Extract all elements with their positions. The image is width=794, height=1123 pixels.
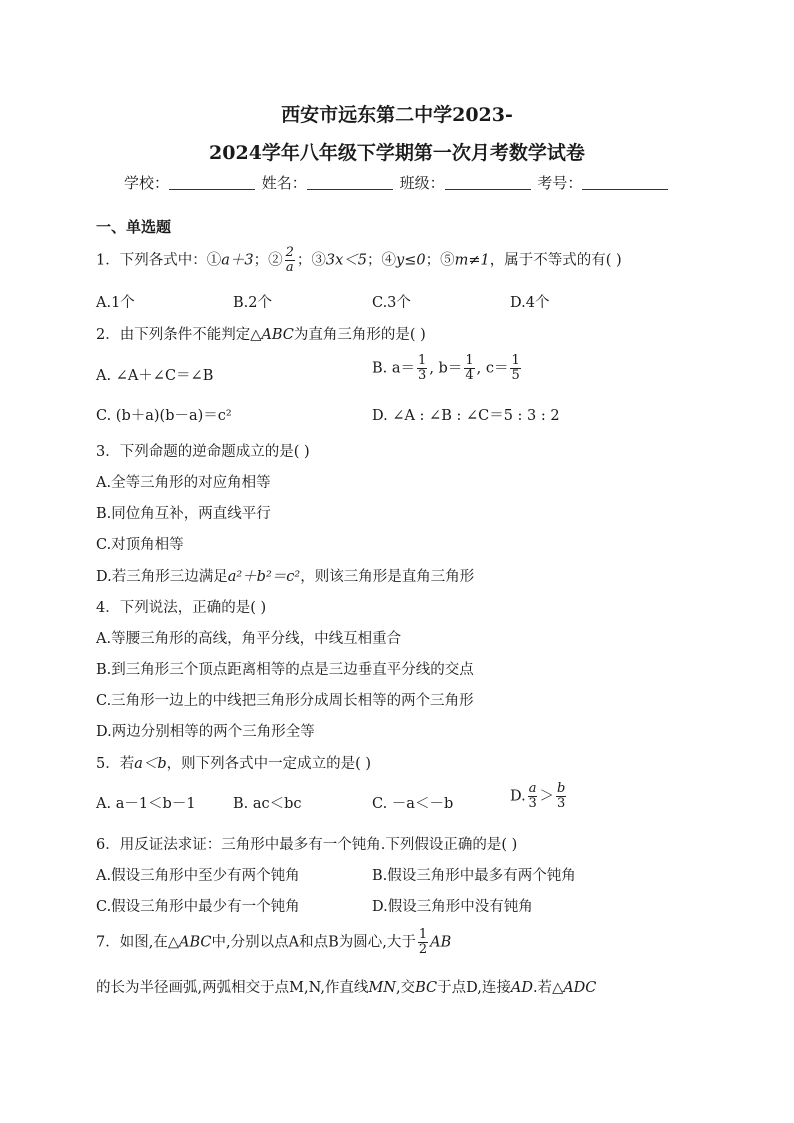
q6-stem: 6．用反证法求证：三角形中最多有一个钝角.下列假设正确的是( ) <box>96 837 518 853</box>
name-label: 姓名： <box>261 174 307 192</box>
q4-stem: 4．下列说法，正确的是( ) <box>96 600 267 616</box>
q5-option-b[interactable]: B. ac＜bc <box>233 796 302 812</box>
q1-option-b[interactable]: B.2个 <box>233 295 272 311</box>
q5-option-d[interactable]: D. $\frac{a}{3}$ ＞ $\frac{b}{3}$ <box>510 781 566 811</box>
q2-option-c[interactable]: C. (b＋a)(b－a)＝c² <box>96 408 232 424</box>
q3-stem: 3．下列命题的逆命题成立的是( ) <box>96 444 310 460</box>
q4-option-a[interactable]: A.等腰三角形的高线，角平分线，中线互相重合 <box>96 631 402 647</box>
q1-stem: 1．下列各式中：①a＋3；② $\frac{2}{a}$ ；③3x＜5；④y≤0；⑤m≠1，属于不等式的有( ) <box>96 245 622 275</box>
q6-option-c[interactable]: C.假设三角形中最少有一个钝角 <box>96 899 300 915</box>
q6-option-a[interactable]: A.假设三角形中至少有两个钝角 <box>96 868 300 884</box>
q7-line-1: 7．如图,在△ABC中,分别以点A和点B为圆心,大于 $\frac{1}{2}$ AB <box>96 927 452 957</box>
q3-option-c[interactable]: C.对顶角相等 <box>96 537 184 553</box>
class-blank[interactable] <box>445 175 531 190</box>
q1-fraction: $\frac{2}{a}$ <box>285 245 294 275</box>
student-info-row <box>124 172 670 193</box>
q2-option-b[interactable]: B. a＝ $\frac{1}{3}$ , b＝ $\frac{1}{4}$ , c＝ $\frac{1}{5}$ <box>372 353 520 383</box>
title-line-1: 西安市远东第二中学2023- <box>281 104 513 126</box>
q1-option-c[interactable]: C.3个 <box>372 295 411 311</box>
title-line-2: 2024学年八年级下学期第一次月考数学试卷 <box>209 142 585 164</box>
q5-stem: 5．若a＜b，则下列各式中一定成立的是( ) <box>96 756 372 772</box>
q4-option-b[interactable]: B.到三角形三个顶点距离相等的点是三边垂直平分线的交点 <box>96 662 474 678</box>
exam-no-blank[interactable] <box>582 175 668 190</box>
q3-option-b[interactable]: B.同位角互补，两直线平行 <box>96 506 271 522</box>
q7-line-2: 的长为半径画弧,两弧相交于点M,N,作直线MN,交BC于点D,连接AD.若△ADC <box>96 980 597 996</box>
q3-option-d[interactable]: D.若三角形三边满足a²＋b²＝c²，则该三角形是直角三角形 <box>96 569 475 585</box>
q1-option-d[interactable]: D.4个 <box>510 295 550 311</box>
section-heading: 一、单选题 <box>96 218 172 236</box>
q1-option-a[interactable]: A.1个 <box>96 295 135 311</box>
q2-option-d[interactable]: D. ∠A : ∠B : ∠C＝5 : 3 : 2 <box>372 408 560 424</box>
q4-option-c[interactable]: C.三角形一边上的中线把三角形分成周长相等的两个三角形 <box>96 693 474 709</box>
q5-option-a[interactable]: A. a－1＜b－1 <box>96 796 196 812</box>
class-label: 班级： <box>399 174 445 192</box>
q6-option-b[interactable]: B.假设三角形中最多有两个钝角 <box>372 868 576 884</box>
school-label: 学校： <box>124 174 170 192</box>
q2-stem: 2．由下列条件不能判定△ABC为直角三角形的是( ) <box>96 327 426 343</box>
name-blank[interactable] <box>307 175 393 190</box>
q5-option-c[interactable]: C. －a＜－b <box>372 796 454 812</box>
q6-option-d[interactable]: D.假设三角形中没有钝角 <box>372 899 533 915</box>
exam-no-label: 考号： <box>537 174 583 192</box>
school-blank[interactable] <box>169 175 255 190</box>
q2-option-a[interactable]: A. ∠A＋∠C＝∠B <box>96 368 214 384</box>
q3-option-a[interactable]: A.全等三角形的对应角相等 <box>96 475 271 491</box>
q4-option-d[interactable]: D.两边分别相等的两个三角形全等 <box>96 724 315 740</box>
